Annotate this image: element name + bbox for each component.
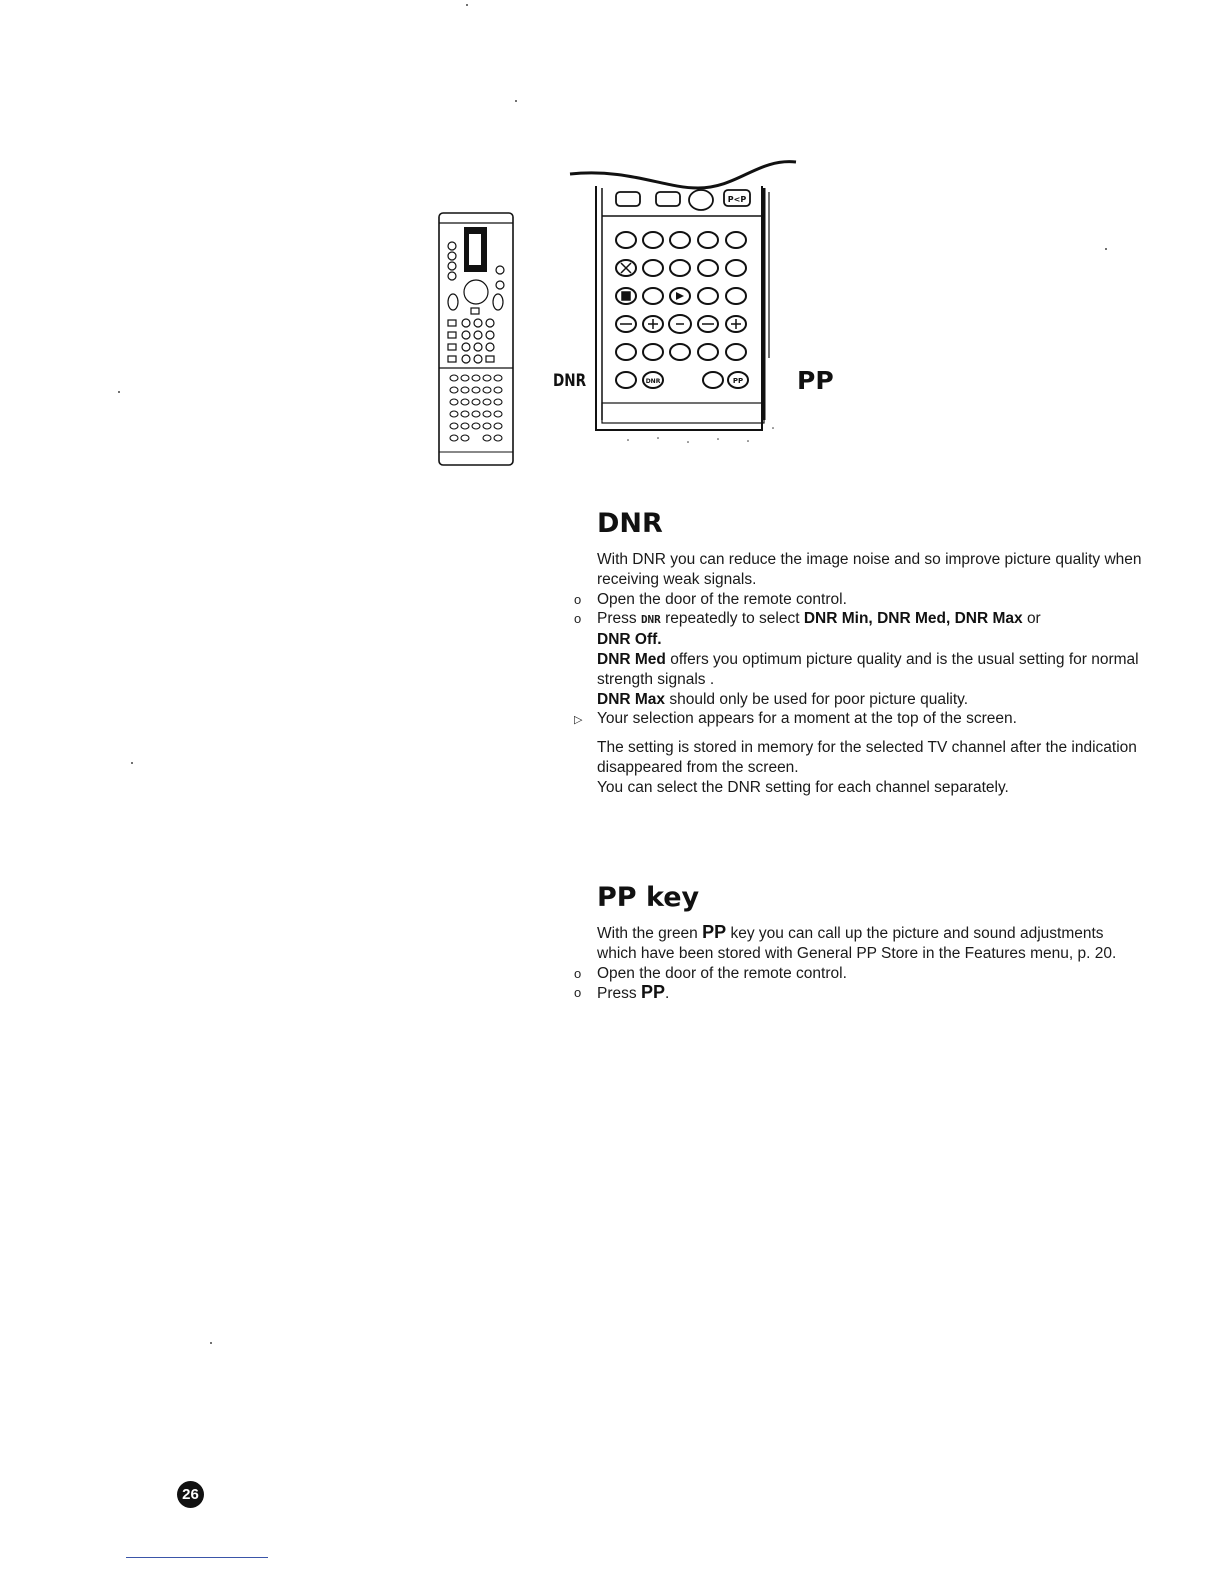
remote-detail-illustration bbox=[568, 158, 800, 453]
dnr-memory-note: The setting is stored in memory for the selected TV channel after the indication disappeared from the screen. bbox=[597, 739, 1137, 776]
option-dnr-min: DNR Min, bbox=[803, 610, 873, 628]
option-dnr-med: DNR Med, bbox=[877, 610, 951, 628]
step-marker: o bbox=[574, 591, 582, 607]
pp-intro bbox=[597, 923, 1142, 964]
press-word: Press bbox=[597, 985, 637, 1003]
pp-step-press bbox=[574, 982, 1142, 1004]
result-marker: ▷ bbox=[574, 714, 583, 727]
pip-key-label: P<P bbox=[727, 195, 747, 204]
pp-intro-before: With the green bbox=[597, 925, 698, 942]
scan-speck bbox=[210, 1342, 212, 1344]
remote-overview-illustration bbox=[438, 210, 514, 466]
dnr-step-press-key bbox=[574, 609, 1142, 709]
pp-section-body bbox=[574, 922, 1142, 1004]
scan-speck bbox=[118, 391, 120, 393]
dnr-step-open-door bbox=[574, 590, 1142, 610]
or-word: or bbox=[1026, 610, 1041, 628]
dnr-max-description: should only be used for poor picture quality. bbox=[669, 690, 969, 708]
result-text: Your selection appears for a moment at the top of the screen. bbox=[597, 710, 1017, 728]
dnr-max-term: DNR Max bbox=[597, 690, 666, 708]
dnr-key-name: DNR bbox=[640, 613, 661, 627]
press-word: Press bbox=[597, 610, 637, 628]
dnr-med-term: DNR Med bbox=[597, 650, 666, 668]
dnr-key-label: DNR bbox=[645, 378, 661, 385]
page-number-badge: 26 bbox=[177, 1481, 204, 1508]
option-dnr-off: DNR Off. bbox=[597, 631, 662, 649]
dnr-med-description: offers you optimum picture quality and is the usual setting for normal strength signals . bbox=[597, 650, 1139, 688]
footer-rule bbox=[126, 1557, 268, 1558]
pp-key-heading: PP key bbox=[597, 882, 700, 913]
step-marker: o bbox=[574, 965, 582, 981]
dnr-heading: DNR bbox=[597, 508, 663, 539]
scan-speck bbox=[1105, 248, 1107, 250]
dnr-callout: DNR bbox=[553, 371, 587, 391]
pp-key-label: PP bbox=[732, 377, 744, 385]
press-end: . bbox=[664, 985, 670, 1003]
dnr-section-body bbox=[574, 550, 1142, 798]
option-dnr-max: DNR Max bbox=[954, 610, 1023, 628]
dnr-intro: With DNR you can reduce the image noise and so improve picture quality when receiving weak signals. bbox=[597, 551, 1142, 588]
scan-speck bbox=[131, 762, 133, 764]
step-text: Open the door of the remote control. bbox=[597, 590, 847, 608]
pp-intro-after: key you can call up the picture and sound adjustments which have been stored with General PP Store in the Features menu, p. 20. bbox=[597, 925, 1117, 962]
dnr-result bbox=[574, 709, 1142, 729]
pp-key-name: PP bbox=[640, 982, 665, 1003]
pp-callout: PP bbox=[797, 366, 834, 395]
dnr-channel-note: You can select the DNR setting for each channel separately. bbox=[597, 778, 1009, 796]
pp-step-open-door bbox=[574, 964, 1142, 984]
step-text: Open the door of the remote control. bbox=[597, 964, 847, 982]
step-marker: o bbox=[574, 985, 582, 1001]
repeat-text: repeatedly to select bbox=[665, 610, 800, 628]
scan-speck bbox=[515, 100, 517, 102]
pp-intro-key: PP bbox=[702, 922, 727, 942]
step-marker: o bbox=[574, 611, 582, 627]
scan-speck bbox=[466, 4, 468, 6]
